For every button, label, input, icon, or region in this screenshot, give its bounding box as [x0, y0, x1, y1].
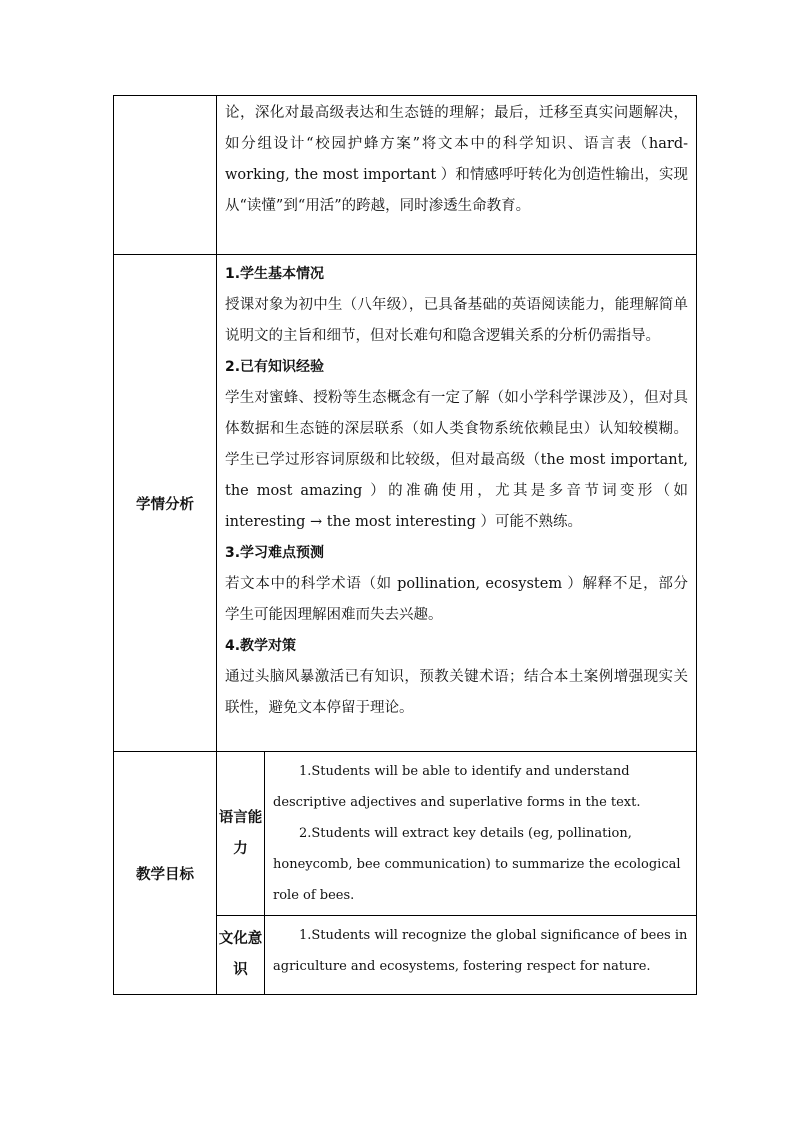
- section-heading-1: 1.学生基本情况: [225, 266, 325, 282]
- section-heading-3: 3.学习难点预测: [225, 545, 325, 561]
- culture-objective-1: 1.Students will recognize the global significance of bees in agriculture and ecosystems, fostering respect for nature.: [273, 928, 688, 974]
- learner-analysis-row: [114, 255, 697, 752]
- section-heading-4: 4.教学对策: [225, 638, 297, 654]
- section-text-4: 通过头脑风暴激活已有知识，预教关键术语；结合本土案例增强现实关联性，避免文本停留于理论。: [225, 669, 689, 716]
- language-ability-label-text: 语言能力: [218, 809, 263, 857]
- language-objective-2: 2.Students will extract key details (eg, pollination, honeycomb, bee communication) to summarize the ecological role of bees.: [273, 826, 681, 903]
- language-ability-content: [265, 752, 697, 916]
- learner-analysis-content: [217, 255, 697, 752]
- continued-row: [114, 96, 697, 255]
- section-heading-2: 2.已有知识经验: [225, 359, 325, 375]
- lesson-plan-table: [113, 95, 697, 995]
- language-objective-1: 1.Students will be able to identify and understand descriptive adjectives and superlative forms in the text.: [273, 764, 641, 810]
- section-text-2: 学生对蜜蜂、授粉等生态概念有一定了解（如小学科学课涉及），但对具体数据和生态链的深层联系（如人类食物系统依赖昆虫）认知较模糊。学生已学过形容词原级和比较级，但对最高级（the most important, the most amazing ）的准确使用，尤其是多音节词变形（如 interesting → the most interesting ）可能不熟练。: [225, 390, 689, 530]
- objectives-row-language: [114, 752, 697, 916]
- section-text-3: 若文本中的科学术语（如 pollination, ecosystem ）解释不足，部分学生可能因理解困难而失去兴趣。: [225, 576, 689, 623]
- continued-text-cell: [217, 96, 697, 255]
- cultural-awareness-label: [217, 916, 265, 995]
- teaching-objectives-label: 教学目标: [114, 752, 217, 995]
- language-ability-label: [217, 752, 265, 916]
- empty-label-cell: [114, 96, 217, 255]
- continued-paragraph: 论，深化对最高级表达和生态链的理解；最后，迁移至真实问题解决，如分组设计“校园护蜂方案”将文本中的科学知识、语言表（hard-working, the most important ）和情感呼吁转化为创造性输出，实现从“读懂”到“用活”的跨越，同时渗透生命教育。: [225, 105, 689, 214]
- section-text-1: 授课对象为初中生（八年级），已具备基础的英语阅读能力，能理解简单说明文的主旨和细节，但对长难句和隐含逻辑关系的分析仍需指导。: [225, 297, 689, 344]
- learner-analysis-label: 学情分析: [114, 255, 217, 752]
- cultural-awareness-content: [265, 916, 697, 995]
- cultural-awareness-label-text: 文化意识: [218, 931, 263, 978]
